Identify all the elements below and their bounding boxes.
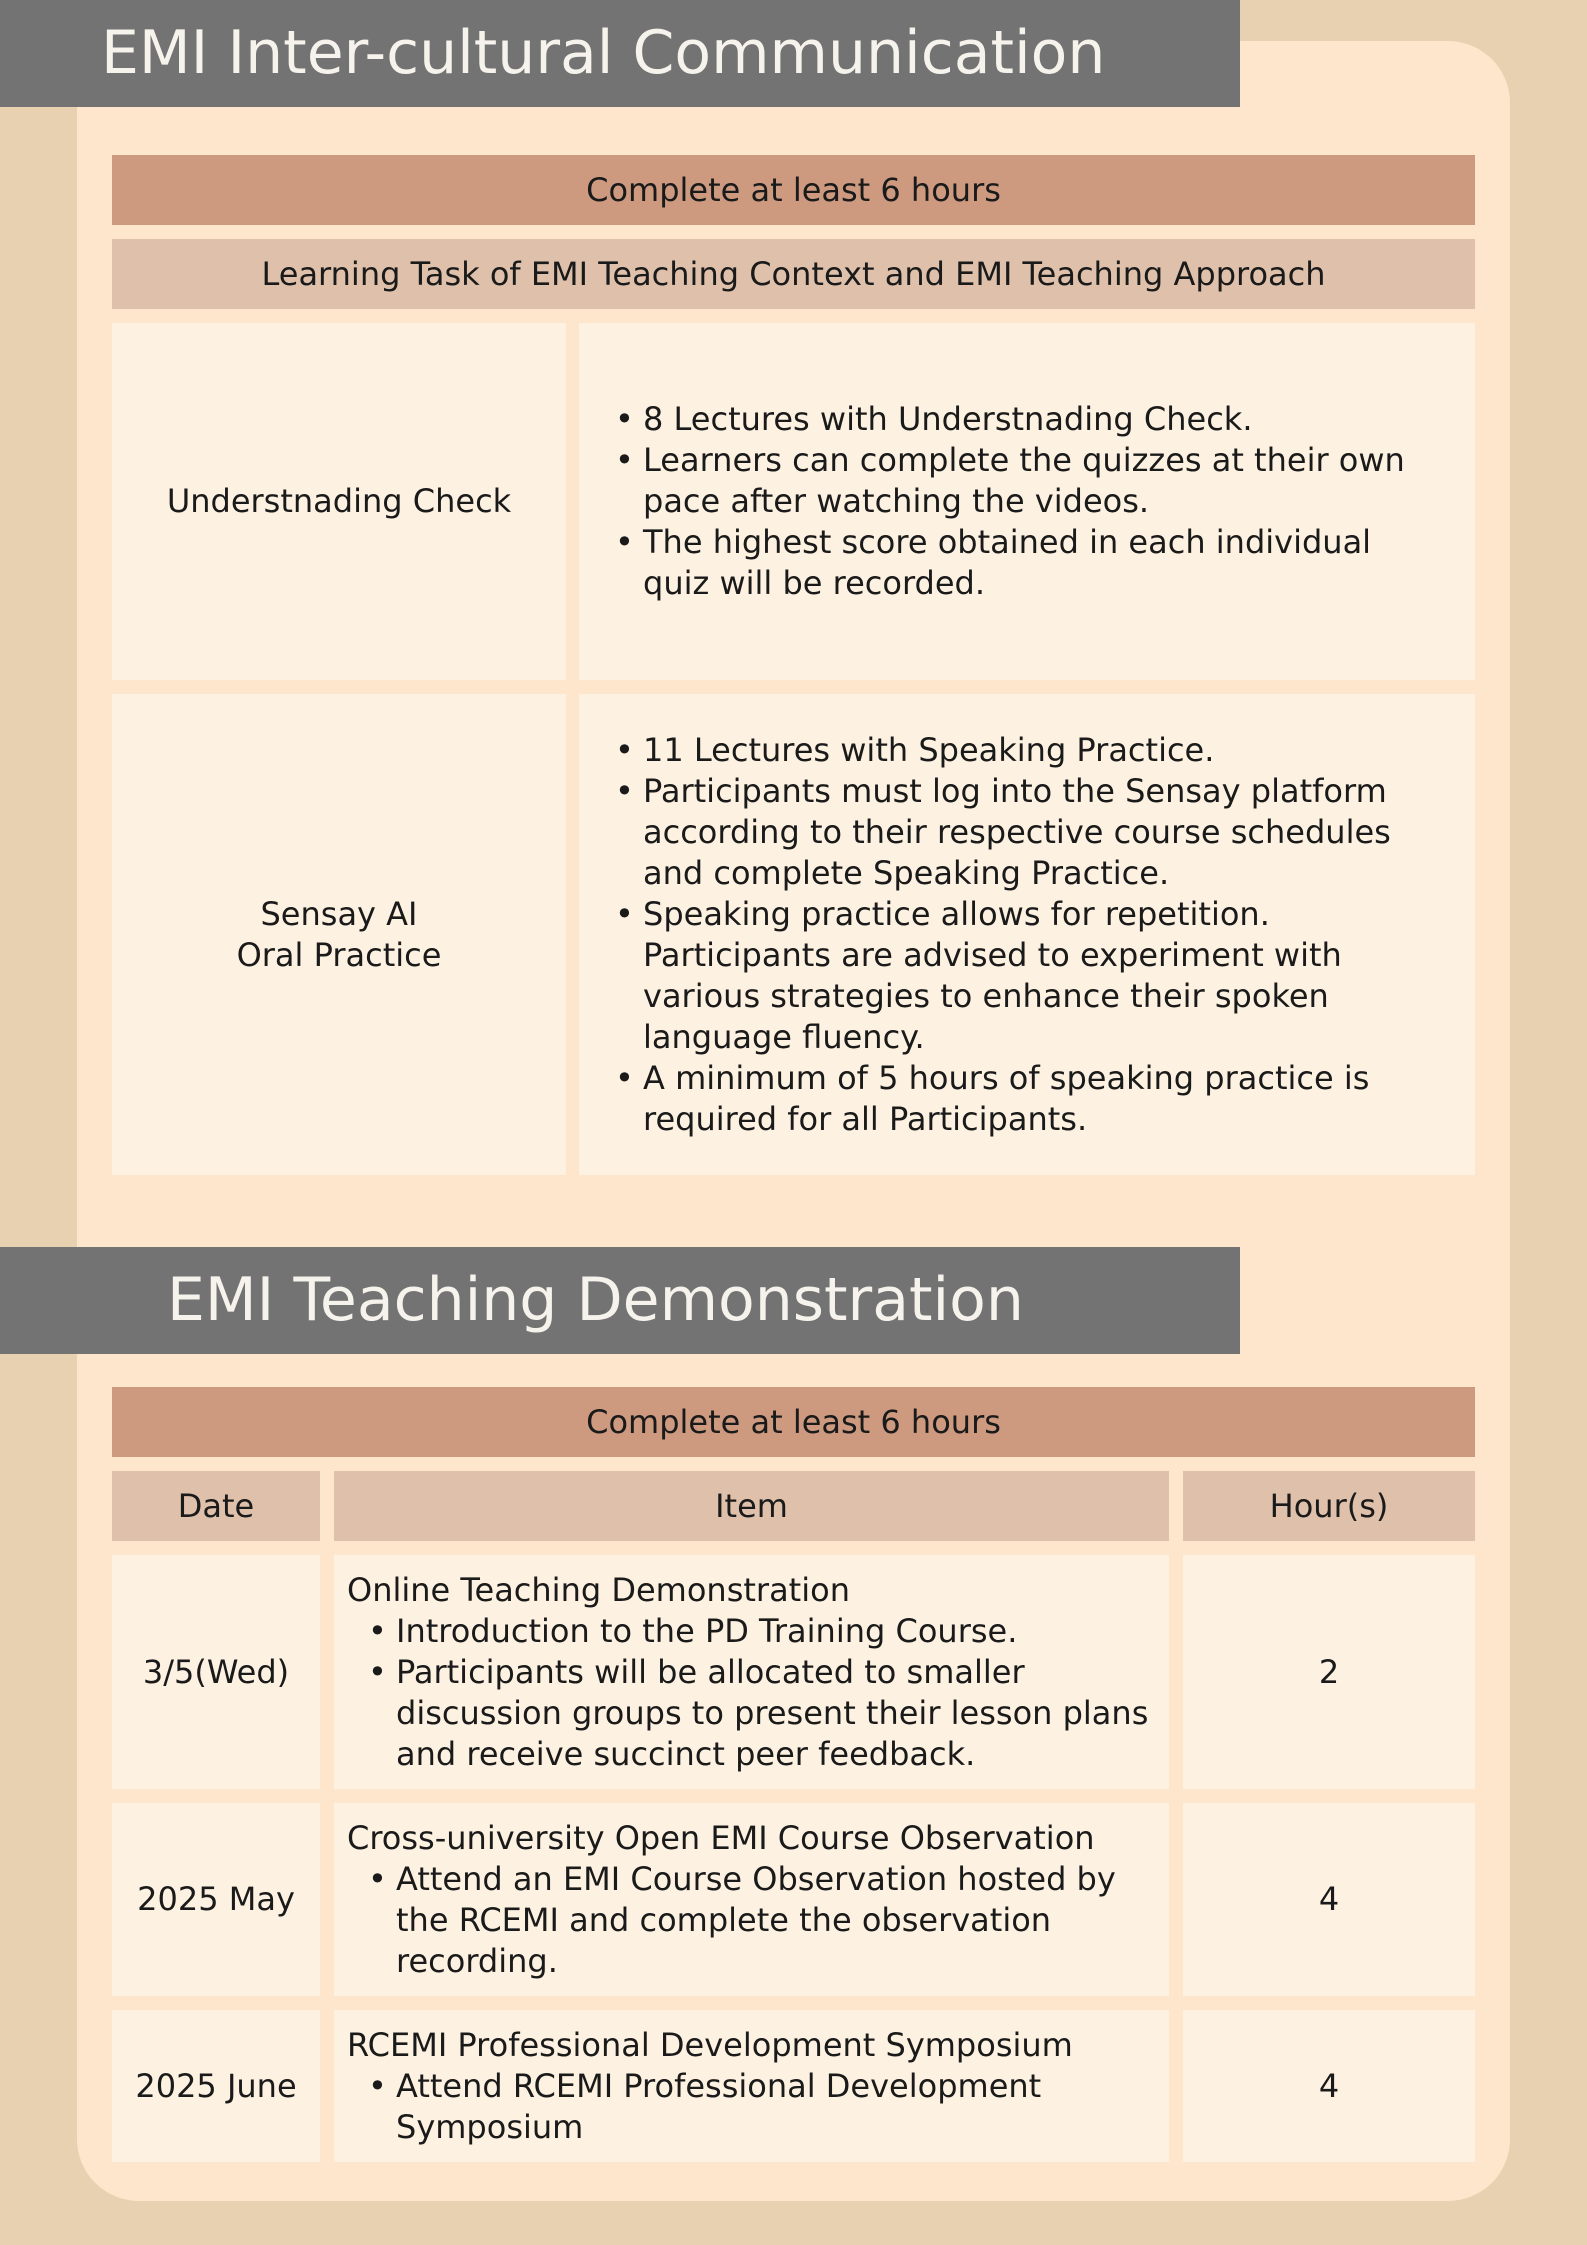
bullet-item: • Attend an EMI Course Observation hosted by the RCEMI and complete the observation recording. xyxy=(396,1859,1155,1982)
bullet-item: • 8 Lectures with Understnading Check. xyxy=(643,399,1445,440)
bullet-item: • Learners can complete the quizzes at their own pace after watching the videos. xyxy=(643,440,1445,522)
table-row-item xyxy=(334,1803,1169,1996)
column-header-hours: Hour(s) xyxy=(1183,1471,1475,1541)
table-row-hours: 4 xyxy=(1183,2010,1475,2162)
bullet-list xyxy=(347,1611,1155,1775)
bullet-list xyxy=(347,2066,1155,2148)
table-row-date: 2025 June xyxy=(112,2010,320,2162)
table-row-item xyxy=(334,1555,1169,1789)
bullet-item: • 11 Lectures with Speaking Practice. xyxy=(643,730,1445,771)
table-row-hours: 2 xyxy=(1183,1555,1475,1789)
section2-title: EMI Teaching Demonstration xyxy=(0,1247,1240,1354)
bullet-item: • Attend RCEMI Professional Development Symposium xyxy=(396,2066,1155,2148)
bullet-list xyxy=(615,730,1445,1140)
bullet-item: • Participants must log into the Sensay platform according to their respective course schedules and complete Speaking Practice. xyxy=(643,771,1445,894)
bullet-item: • Participants will be allocated to smaller discussion groups to present their lesson plans and receive succinct peer feedback. xyxy=(396,1652,1155,1775)
bullet-item: • Introduction to the PD Training Course. xyxy=(396,1611,1155,1652)
item-title: RCEMI Professional Development Symposium xyxy=(347,2025,1073,2064)
table-row-hours: 4 xyxy=(1183,1803,1475,1996)
item-title: Online Teaching Demonstration xyxy=(347,1570,850,1609)
table-row-date: 2025 May xyxy=(112,1803,320,1996)
bullet-item: • The highest score obtained in each individual quiz will be recorded. xyxy=(643,522,1445,604)
column-header-item: Item xyxy=(334,1471,1169,1541)
table-row-date: 3/5(Wed) xyxy=(112,1555,320,1789)
bullet-list xyxy=(615,399,1445,604)
item-title: Cross-university Open EMI Course Observation xyxy=(347,1818,1095,1857)
bullet-item: • Speaking practice allows for repetition. Participants are advised to experiment with various strategies to enhance their spoken language fluency. xyxy=(643,894,1445,1058)
table-row-item xyxy=(334,2010,1169,2162)
bullet-list xyxy=(347,1859,1155,1982)
task-details-understanding-check xyxy=(579,323,1475,680)
section1-requirement: Complete at least 6 hours xyxy=(112,155,1475,225)
task-label-sensay-oral-practice: Sensay AI Oral Practice xyxy=(112,694,566,1175)
section1-subheader: Learning Task of EMI Teaching Context and EMI Teaching Approach xyxy=(112,239,1475,309)
section1-title: EMI Inter-cultural Communication xyxy=(0,0,1240,107)
section2-requirement: Complete at least 6 hours xyxy=(112,1387,1475,1457)
task-details-sensay-oral-practice xyxy=(579,694,1475,1175)
column-header-date: Date xyxy=(112,1471,320,1541)
task-label-understanding-check: Understnading Check xyxy=(112,323,566,680)
bullet-item: • A minimum of 5 hours of speaking practice is required for all Participants. xyxy=(643,1058,1445,1140)
